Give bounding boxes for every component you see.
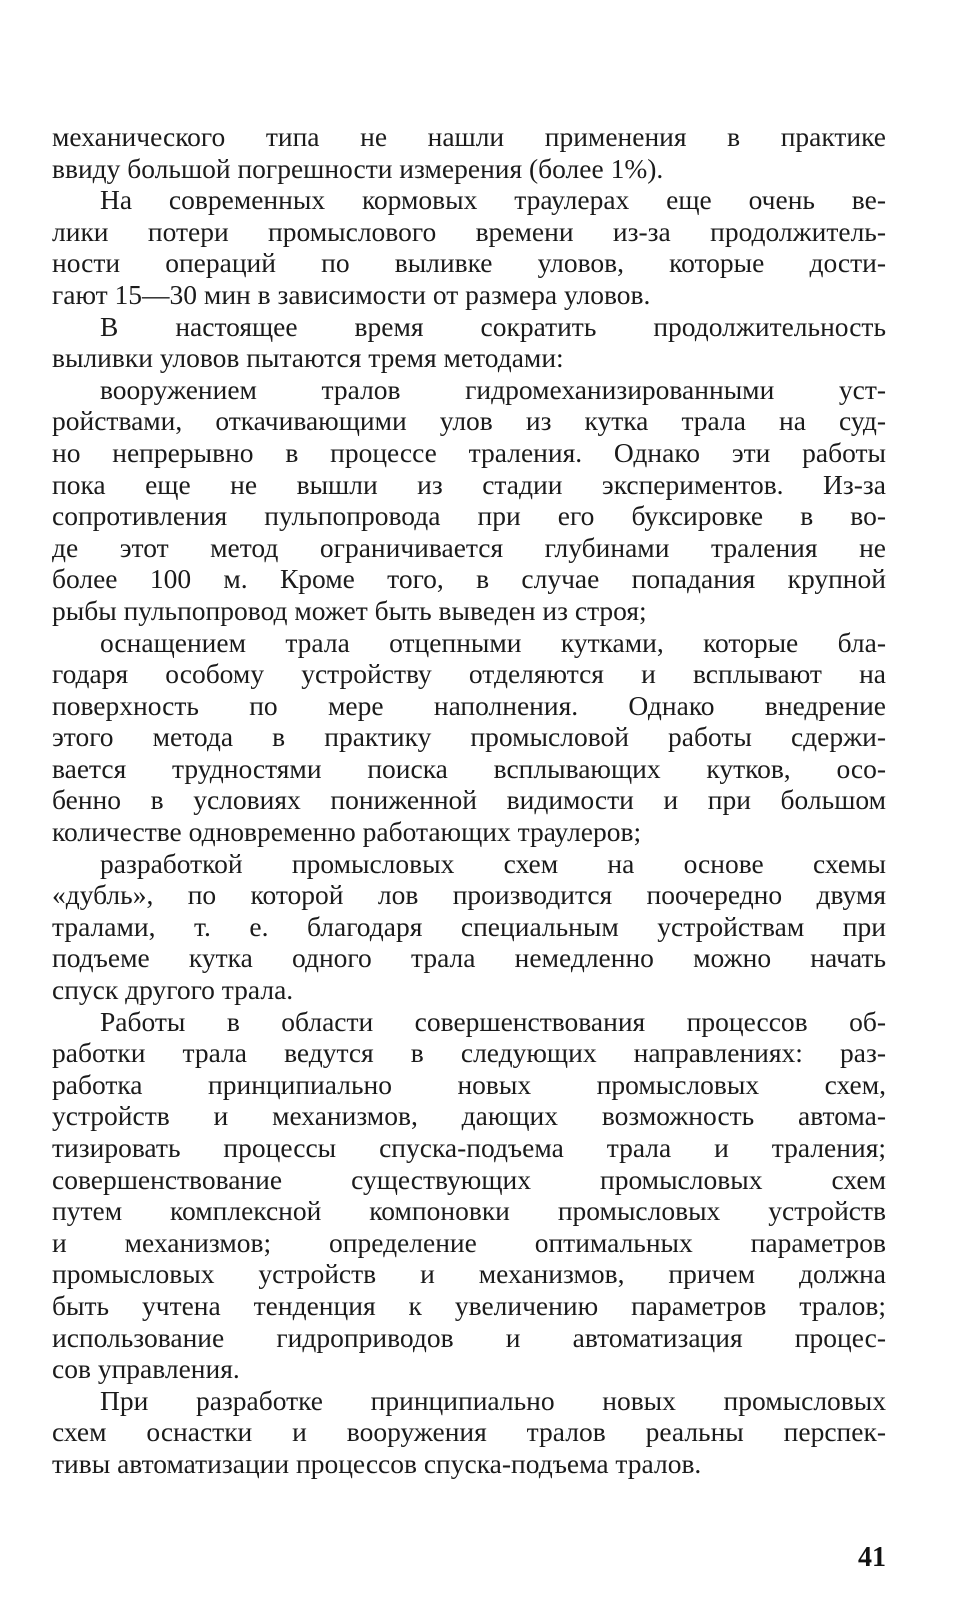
paragraph [52,311,886,374]
text-line: количестве одновременно работающих траулеров; [52,816,642,848]
text-line: быть учтена тенденция к увеличению параметров тралов; [52,1289,886,1321]
text-line: ройствами, откачивающими улов из кутка трала на суд- [52,405,886,437]
text-line: сов управления. [52,1353,240,1385]
text-line: этого метода в практику промысловой работы сдержи- [52,721,886,753]
text-line: Работы в области совершенствования процессов об- [100,1005,886,1037]
paragraph [52,184,886,310]
text-line: де этот метод ограничивается глубинами траления не [52,531,886,563]
text-line: и механизмов; определение оптимальных параметров [52,1226,886,1258]
text-line: ности операций по выливке уловов, которые дости- [52,247,886,279]
paragraph [52,1385,886,1480]
text-line: тралами, т. е. благодаря специальным устройствам при [52,910,886,942]
text-line: более 100 м. Кроме того, в случае попадания крупной [52,563,886,595]
text-line: подъеме кутка одного трала немедленно можно начать [52,942,886,974]
text-line: вооружением тралов гидромеханизированными уст- [100,373,886,405]
text-line: совершенствование существующих промысловых схем [52,1163,886,1195]
paragraph [52,374,886,627]
text-line: схем оснастки и вооружения тралов реальны перспек- [52,1416,886,1448]
text-line: лики потери промыслового времени из-за продолжитель- [52,215,886,247]
text-line: но непрерывно в процессе траления. Однако эти работы [52,436,886,468]
text-line: тивы автоматизации процессов спуска-подъема тралов. [52,1447,702,1479]
text-line: В настоящее время сократить продолжительность [100,310,886,342]
text-line: гают 15—30 мин в зависимости от размера уловов. [52,278,651,310]
text-line: вается трудностями поиска всплывающих кутков, осо- [52,752,886,784]
text-line: поверхность по мере наполнения. Однако внедрение [52,689,886,721]
text-line: механического типа не нашли применения в практике [52,121,886,152]
paragraph [52,1006,886,1385]
text-line: разработкой промысловых схем на основе схемы [100,847,886,879]
text-line: работки трала ведутся в следующих направлениях: раз- [52,1037,886,1069]
text-line: оснащением трала отцепными кутками, которые бла- [100,626,886,658]
text-line: При разработке принципиально новых промысловых [100,1384,886,1416]
text-line: рыбы пульпопровод может быть выведен из строя; [52,594,647,626]
text-line: устройств и механизмов, дающих возможность автома- [52,1100,886,1132]
page-body [52,121,886,1480]
text-line: пока еще не вышли из стадии экспериментов. Из-за [52,468,886,500]
paragraph [52,121,886,184]
paragraph [52,627,886,848]
text-line: тизировать процессы спуска-подъема трала и траления; [52,1132,886,1163]
paragraph [52,848,886,1006]
text-line: ввиду большой погрешности измерения (более 1%). [52,152,664,184]
page-number: 41 [858,1542,886,1573]
text-line: спуск другого трала. [52,974,294,1006]
text-line: «дубль», по которой лов производится поочередно двумя [52,879,886,911]
text-line: промысловых устройств и механизмов, причем должна [52,1258,886,1290]
text-line: путем комплексной компоновки промысловых устройств [52,1195,886,1227]
text-line: бенно в условиях пониженной видимости и при большом [52,784,886,816]
text-line: сопротивления пульпопровода при его буксировке в во- [52,500,886,532]
text-line: использование гидроприводов и автоматизация процес- [52,1321,886,1353]
text-line: работка принципиально новых промысловых схем, [52,1068,886,1100]
text-line: На современных кормовых траулерах еще очень ве- [100,184,886,216]
text-line: выливки уловов пытаются тремя методами: [52,342,564,374]
text-line: годаря особому устройству отделяются и всплывают на [52,658,886,690]
